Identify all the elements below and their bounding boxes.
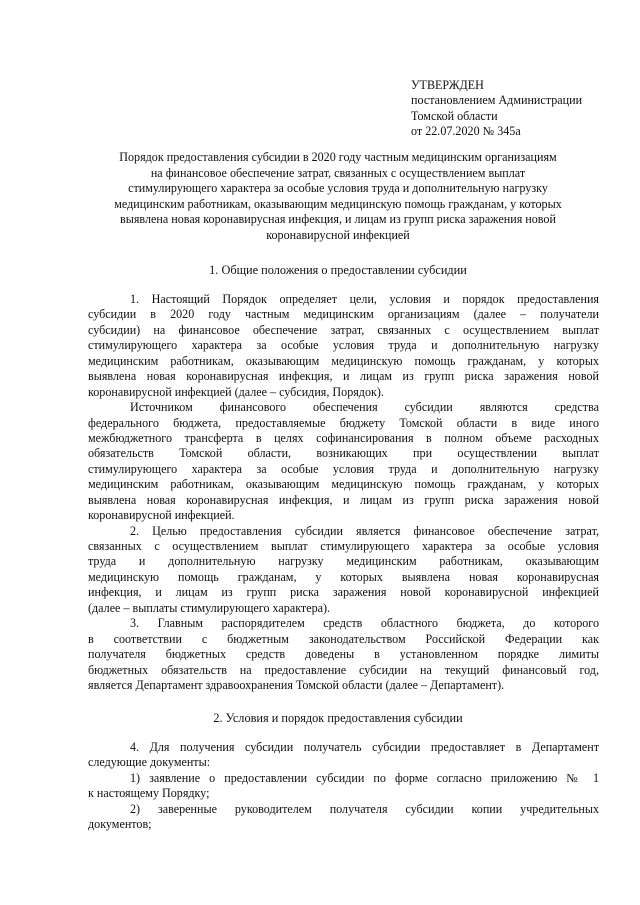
text-line: получателя бюджетных средств доведены в установленном порядке лимиты bbox=[88, 647, 599, 662]
text-line: является Департамент здравоохранения Томской области (далее – Департамент). bbox=[88, 677, 505, 692]
title-line: Порядок предоставления субсидии в 2020 году частным медицинским организациям bbox=[119, 150, 557, 164]
text-line: субсидии) на финансовое обеспечение затрат, связанных с осуществлением выплат bbox=[88, 322, 599, 337]
section-2-body bbox=[88, 740, 599, 833]
text-line: медицинскую помощь гражданам, у которых выявлена новая коронавирусная bbox=[88, 569, 599, 584]
text-line: коронавирусной инфекцией (далее – субсидия, Порядок). bbox=[88, 384, 384, 399]
text-line: коронавирусной инфекцией. bbox=[88, 508, 235, 523]
text-line: стимулирующего характера за особые условия труда и дополнительную нагрузку bbox=[88, 338, 599, 353]
title-line: стимулирующего характера за особые условия труда и дополнительную нагрузку bbox=[128, 181, 548, 195]
text-line: 2. Целью предоставления субсидии является финансовое обеспечение затрат, bbox=[130, 523, 599, 538]
approval-label: УТВЕРЖДЕН bbox=[411, 78, 484, 92]
text-line: выявлена новая коронавирусная инфекция, и лицам из групп риска заражения новой bbox=[88, 369, 599, 384]
text-line: выявлена новая коронавирусная инфекция, и лицам из групп риска заражения новой bbox=[88, 492, 599, 507]
title-line: выявлена новая коронавирусная инфекция, и лицам из групп риска заражения новой bbox=[120, 212, 556, 226]
title-line: медицинским работникам, оказывающим медицинскую помощь гражданам, у которых bbox=[114, 196, 562, 211]
text-line: 4. Для получения субсидии получатель субсидии предоставляет в Департамент bbox=[130, 740, 599, 754]
text-line: федерального бюджета, предоставляемые бюджету Томской области в виде иного bbox=[88, 415, 599, 430]
text-line: 3. Главным распорядителем средств областного бюджета, до которого bbox=[130, 616, 599, 631]
text-line: 1. Настоящий Порядок определяет цели, условия и порядок предоставления bbox=[130, 292, 599, 306]
document-title bbox=[78, 150, 598, 243]
text-line: труда и дополнительную нагрузку медицинским работникам, оказывающим bbox=[88, 554, 599, 569]
text-line: стимулирующего характера за особые условия труда и дополнительную нагрузку bbox=[88, 461, 599, 476]
title-line: на финансовое обеспечение затрат, связанных с осуществлением выплат bbox=[150, 165, 526, 180]
text-line: Источником финансового обеспечения субсидии являются средства bbox=[130, 400, 599, 415]
text-line: документов; bbox=[88, 817, 152, 832]
text-line: инфекция, и лицам из групп риска заражения новой коронавирусной инфекцией bbox=[88, 585, 599, 600]
text-line: бюджетных обязательств на предоставление субсидии на текущий финансовый год, bbox=[88, 662, 599, 677]
text-line: 1) заявление о предоставлении субсидии по форме согласно приложению № 1 bbox=[130, 770, 599, 785]
title-line: коронавирусной инфекцией bbox=[266, 227, 410, 242]
section-1-body bbox=[88, 292, 599, 693]
text-line: медицинским работникам, оказывающим медицинскую помощь гражданам, у которых bbox=[88, 353, 599, 368]
text-line: обязательств Томской области, возникающих при осуществлении выплат bbox=[88, 446, 599, 461]
text-line: субсидии в 2020 году частным медицинским организациям (далее – получатели bbox=[88, 307, 599, 322]
approval-line: постановлением Администрации bbox=[411, 93, 583, 108]
text-line: в соответствии с бюджетным законодательством Российской Федерации как bbox=[88, 631, 599, 646]
approval-date: от 22.07.2020 № 345а bbox=[411, 124, 521, 139]
text-line: (далее – выплаты стимулирующего характера). bbox=[88, 600, 331, 615]
text-line: 2) заверенные руководителем получателя субсидии копии учредительных bbox=[130, 801, 599, 816]
approval-line: Томской области bbox=[411, 108, 498, 123]
section-heading: 2. Условия и порядок предоставления субсидии bbox=[213, 711, 463, 725]
section-heading: 1. Общие положения о предоставлении субсидии bbox=[209, 263, 467, 277]
text-line: к настоящему Порядку; bbox=[88, 786, 210, 801]
approval-stamp bbox=[411, 78, 631, 140]
text-line: следующие документы: bbox=[88, 755, 211, 770]
text-line: медицинским работникам, оказывающим медицинскую помощь гражданам, у которых bbox=[88, 477, 599, 492]
text-line: межбюджетного трансферта в целях софинансирования в полном объеме расходных bbox=[88, 430, 599, 445]
text-line: связанных с осуществлением выплат стимулирующего характера за особые условия bbox=[88, 539, 599, 553]
